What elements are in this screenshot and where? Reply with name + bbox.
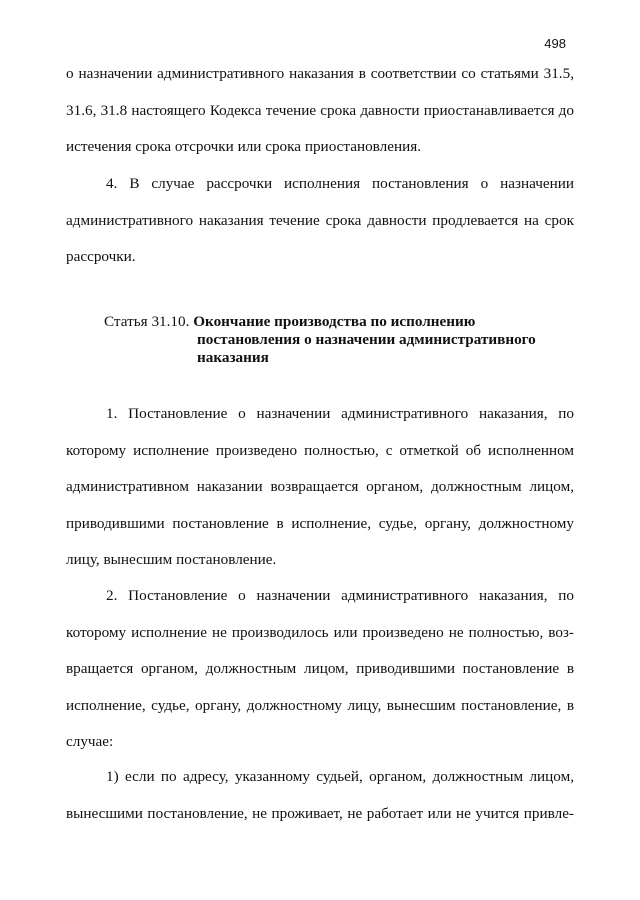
paragraph-item-2 [66, 578, 574, 761]
text-line: рассрочки. [66, 248, 136, 265]
text-line: 2. Постановление о назначении административного наказания, по [106, 587, 574, 604]
page-number: 498 [544, 36, 566, 51]
text-line: административного наказания течение срока давности продлевается на срок [66, 211, 574, 229]
paragraph-item-4 [66, 166, 574, 276]
text-line: 1. Постановление о назначении административного наказания, по [106, 405, 574, 422]
text-line: которому исполнение произведено полностью, с отметкой об исполненном [66, 441, 574, 459]
text-line: 1) если по адресу, указанному судьей, органом, должностным лицом, [106, 768, 574, 785]
text-line: истечения срока отсрочки или срока приостановления. [66, 138, 422, 155]
text-line: которому исполнение не производилось или произведено не полностью, воз- [66, 623, 574, 641]
text-line: вращается органом, должностным лицом, приводившими постановление в [66, 660, 574, 677]
text-line: о назначении административного наказания в соответствии со статьями 31.5, [66, 65, 574, 82]
text-line: приводившими постановление в исполнение, судье, органу, должностному [66, 514, 574, 532]
paragraph-continuation [66, 56, 574, 166]
article-title-line: Окончание производства по исполнению [193, 313, 476, 330]
text-line: вынесшими постановление, не проживает, не работает или не учится привле- [66, 804, 574, 822]
text-line: 4. В случае рассрочки исполнения постановления о назначении [106, 175, 574, 192]
article-title-line: постановления о назначении административного [197, 331, 536, 348]
text-line: 31.6, 31.8 настоящего Кодекса течение срока давности приостанавливается до [66, 101, 574, 119]
article-heading [104, 313, 574, 367]
article-title-line: наказания [197, 349, 269, 366]
text-line: лицу, вынесшим постановление. [66, 551, 277, 568]
paragraph-item-1 [66, 396, 574, 579]
text-line: случае: [66, 733, 114, 750]
paragraph-subitem-1 [66, 759, 574, 832]
text-line: административном наказании возвращается органом, должностным лицом, [66, 478, 574, 495]
article-number: Статья 31.10. [104, 313, 190, 330]
text-line: исполнение, судье, органу, должностному лицу, вынесшим постановление, в [66, 696, 574, 714]
